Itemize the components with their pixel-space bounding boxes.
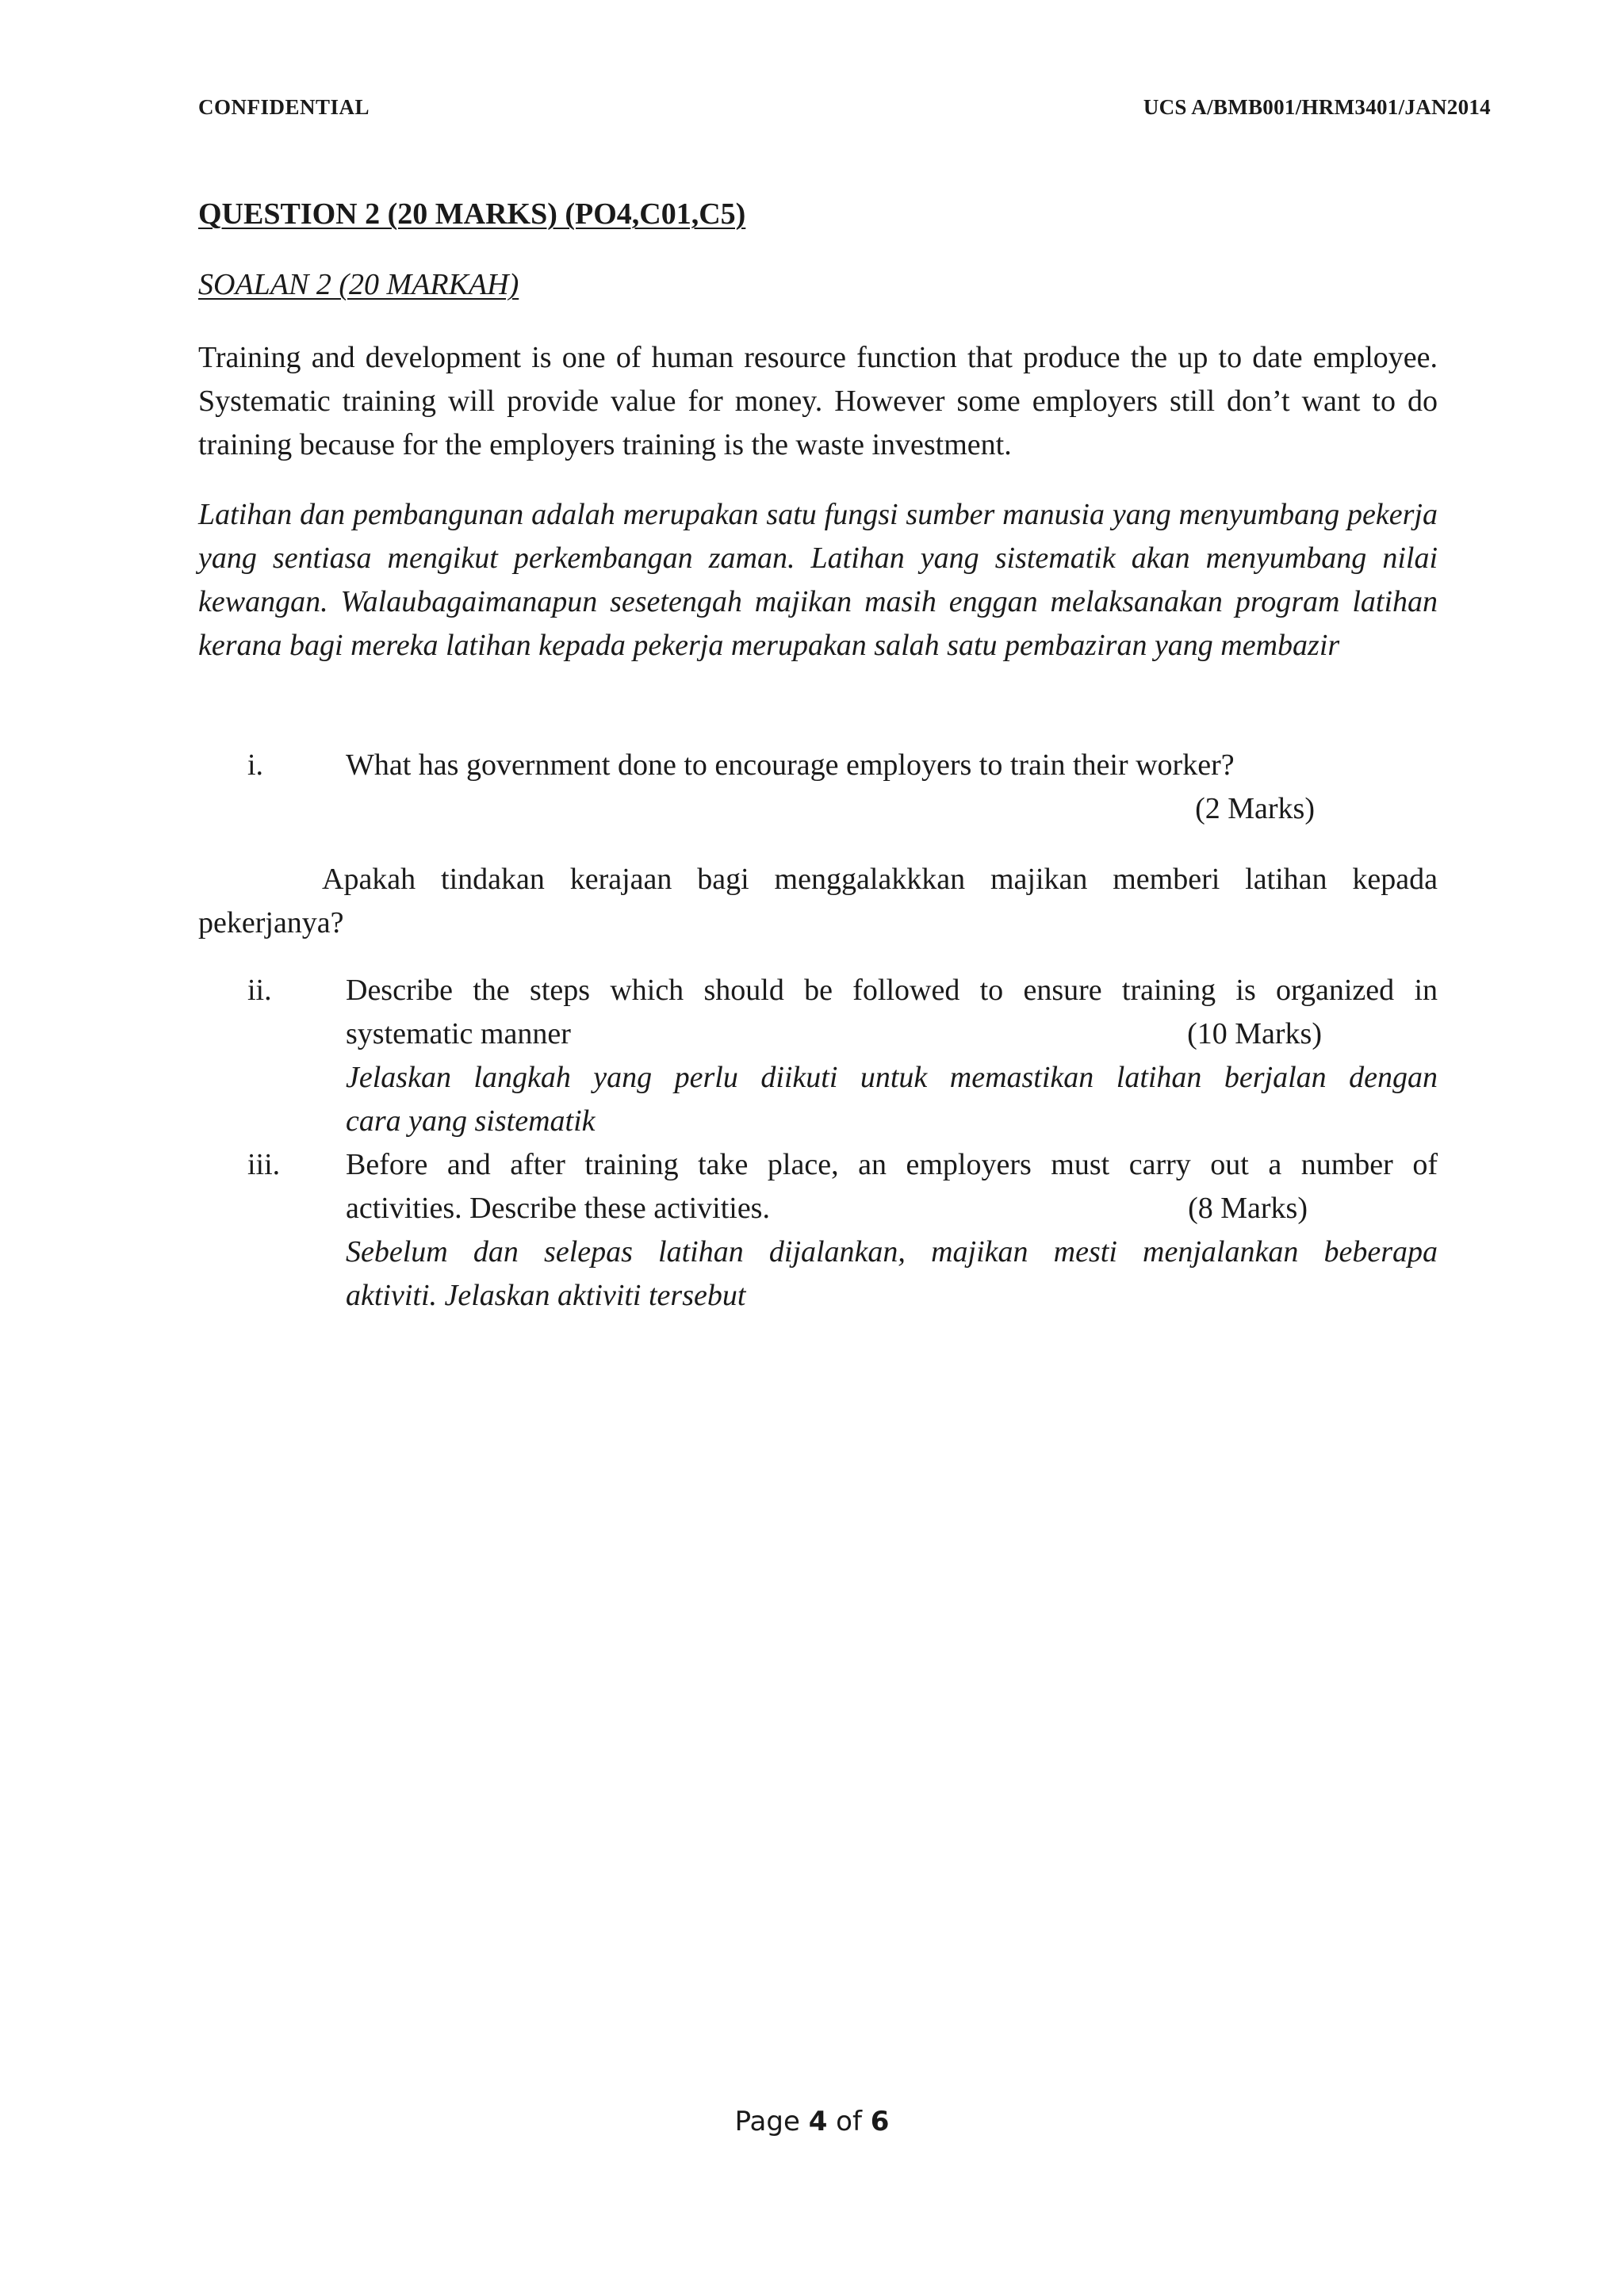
item-1-question-malay: Apakah tindakan kerajaan bagi menggalakkkan majikan memberi latihan kepada pekerjanya? (198, 863, 1438, 939)
item-3-question-line1: Before and after training take place, an employers must carry out a number of (346, 1148, 1438, 1181)
item-2-malay-line1: Jelaskan langkah yang perlu diikuti untuk memastikan latihan berjalan dengan (346, 1061, 1438, 1094)
item-2-body (346, 969, 1438, 1143)
item-2-malay-line2: cara yang sistematik (346, 1104, 596, 1138)
item-2-question-line1: Describe the steps which should be followed to ensure training is organized in (346, 974, 1438, 1007)
item-2-marks: (10 Marks) (1187, 1017, 1322, 1050)
item-2-question-line2: systematic manner (346, 1017, 571, 1050)
header-confidential: CONFIDENTIAL (198, 95, 370, 119)
question-title: QUESTION 2 (20 MARKS) (PO4,C01,C5) (198, 197, 746, 231)
footer-total-pages: 6 (870, 2106, 890, 2137)
item-3-question-line2: activities. Describe these activities. (346, 1192, 770, 1225)
item-3-question-line2-row (346, 1187, 1438, 1230)
item-3-marks: (8 Marks) (1188, 1192, 1308, 1225)
page-footer (0, 2106, 1624, 2137)
item-1-number: i. (247, 748, 264, 782)
item-3-number: iii. (247, 1148, 281, 1181)
header-course-code: UCS A/BMB001/HRM3401/JAN2014 (1143, 95, 1491, 119)
footer-page-word: Page (734, 2106, 800, 2137)
intro-english: Training and development is one of human resource function that produce the up to date employee. Systematic training will provide value for money. However some employers still don’t want to do training because for the employers training is the waste investment. (198, 341, 1438, 461)
item-3-malay-line2: aktiviti. Jelaskan aktiviti tersebut (346, 1279, 746, 1312)
footer-of-word: of (836, 2106, 862, 2137)
item-3-malay-line1: Sebelum dan selepas latihan dijalankan, majikan mesti menjalankan beberapa (346, 1235, 1438, 1269)
item-3-body (346, 1143, 1438, 1318)
question-subtitle: SOALAN 2 (20 MARKAH) (198, 268, 519, 301)
item-2-question-line2-row (346, 1012, 1438, 1056)
item-1-question: What has government done to encourage employers to train their worker? (346, 748, 1235, 782)
intro-malay: Latihan dan pembangunan adalah merupakan satu fungsi sumber manusia yang menyumbang pekerja yang sentiasa mengikut perkembangan zaman. Latihan yang sistematik akan menyumbang nilai kewangan. Walaubagaimanapun sesetengah majikan masih enggan melaksanakan program latihan kerana bagi mereka latihan kepada pekerja merupakan salah satu pembaziran yang membazir (198, 498, 1438, 662)
item-2-number: ii. (247, 974, 272, 1007)
footer-current-page: 4 (808, 2106, 828, 2137)
item-1-marks: (2 Marks) (1195, 792, 1315, 825)
